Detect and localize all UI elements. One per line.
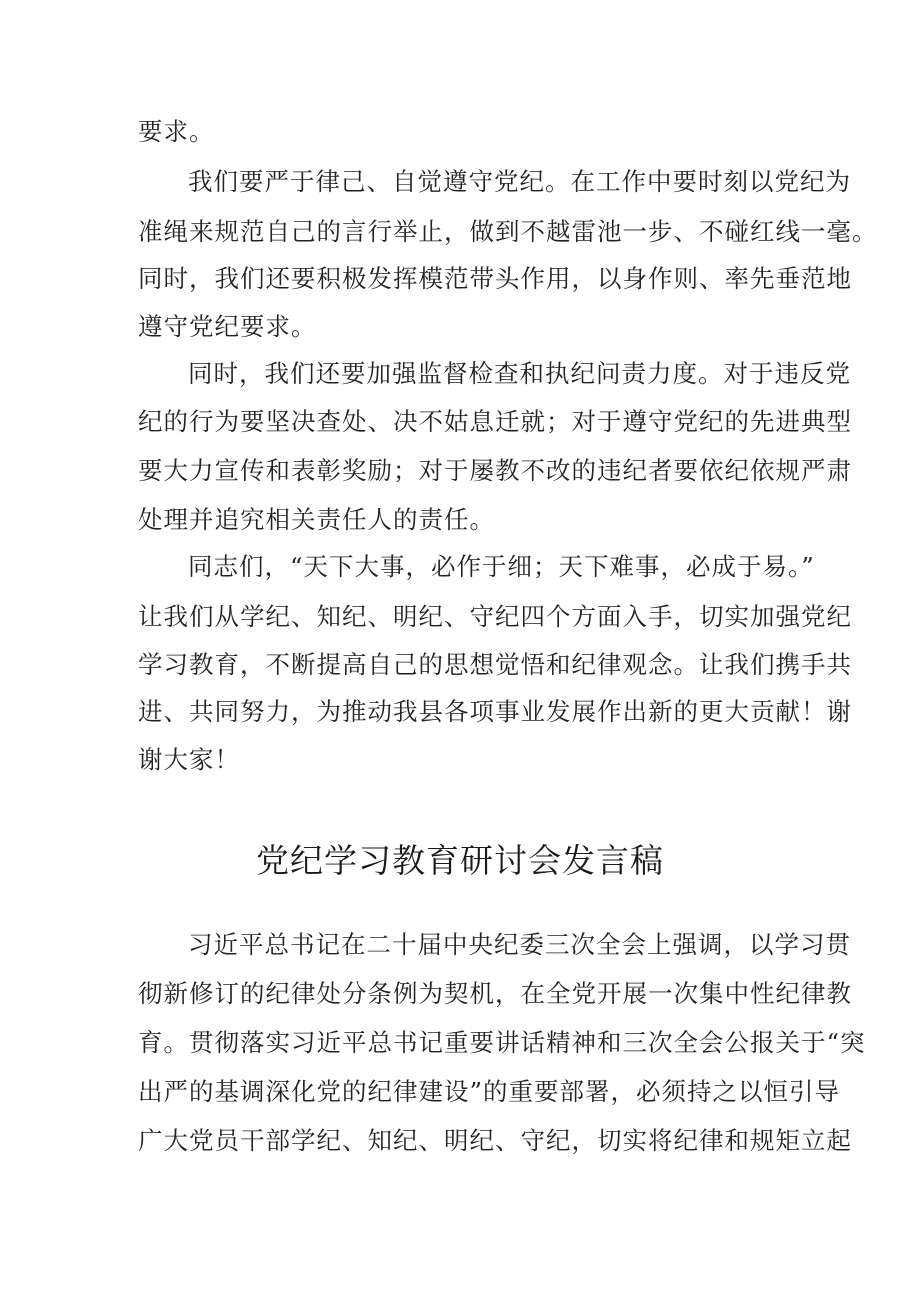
body-line: 同时，我们还要积极发挥模范带头作用，以身作则、率先垂范地: [138, 264, 852, 293]
body-line: 遵守党纪要求。: [138, 312, 317, 341]
body-line: 要大力宣传和表彰奖励；对于屡教不改的违纪者要依纪依规严肃: [138, 456, 852, 485]
document-title: 党纪学习教育研讨会发言稿: [256, 841, 664, 880]
body-line: 育。贯彻落实习近平总书记重要讲话精神和三次全会公报关于“突: [138, 1028, 866, 1057]
body-line: 出严的基调深化党的纪律建设”的重要部署，必须持之以恒引导: [138, 1077, 841, 1106]
body-line: 让我们从学纪、知纪、明纪、守纪四个方面入手，切实加强党纪: [138, 602, 852, 631]
body-line: 我们要严于律己、自觉遵守党纪。在工作中要时刻以党纪为: [188, 167, 851, 196]
body-line: 学习教育，不断提高自己的思想觉悟和纪律观念。让我们携手共: [138, 650, 852, 679]
body-line: 同时，我们还要加强监督检查和执纪问责力度。对于违反党: [188, 359, 851, 388]
body-line: 进、共同努力，为推动我县各项事业发展作出新的更大贡献！谢: [138, 697, 852, 726]
body-line: 广大党员干部学纪、知纪、明纪、守纪，切实将纪律和规矩立起: [138, 1126, 852, 1155]
body-line: 处理并追究相关责任人的责任。: [138, 505, 495, 534]
body-line: 纪的行为要坚决查处、决不姑息迁就；对于遵守党纪的先进典型: [138, 407, 852, 436]
body-line: 谢大家！: [138, 745, 240, 774]
body-line: 准绳来规范自己的言行举止，做到不越雷池一步、不碰红线一毫。: [138, 217, 878, 246]
body-line: 彻新修订的纪律处分条例为契机，在全党开展一次集中性纪律教: [138, 979, 852, 1008]
body-line: 习近平总书记在二十届中央纪委三次全会上强调，以学习贯: [188, 930, 851, 959]
body-line: 要求。: [138, 117, 215, 146]
body-line: 同志们，“天下大事，必作于细；天下难事，必成于易。”: [188, 552, 815, 581]
